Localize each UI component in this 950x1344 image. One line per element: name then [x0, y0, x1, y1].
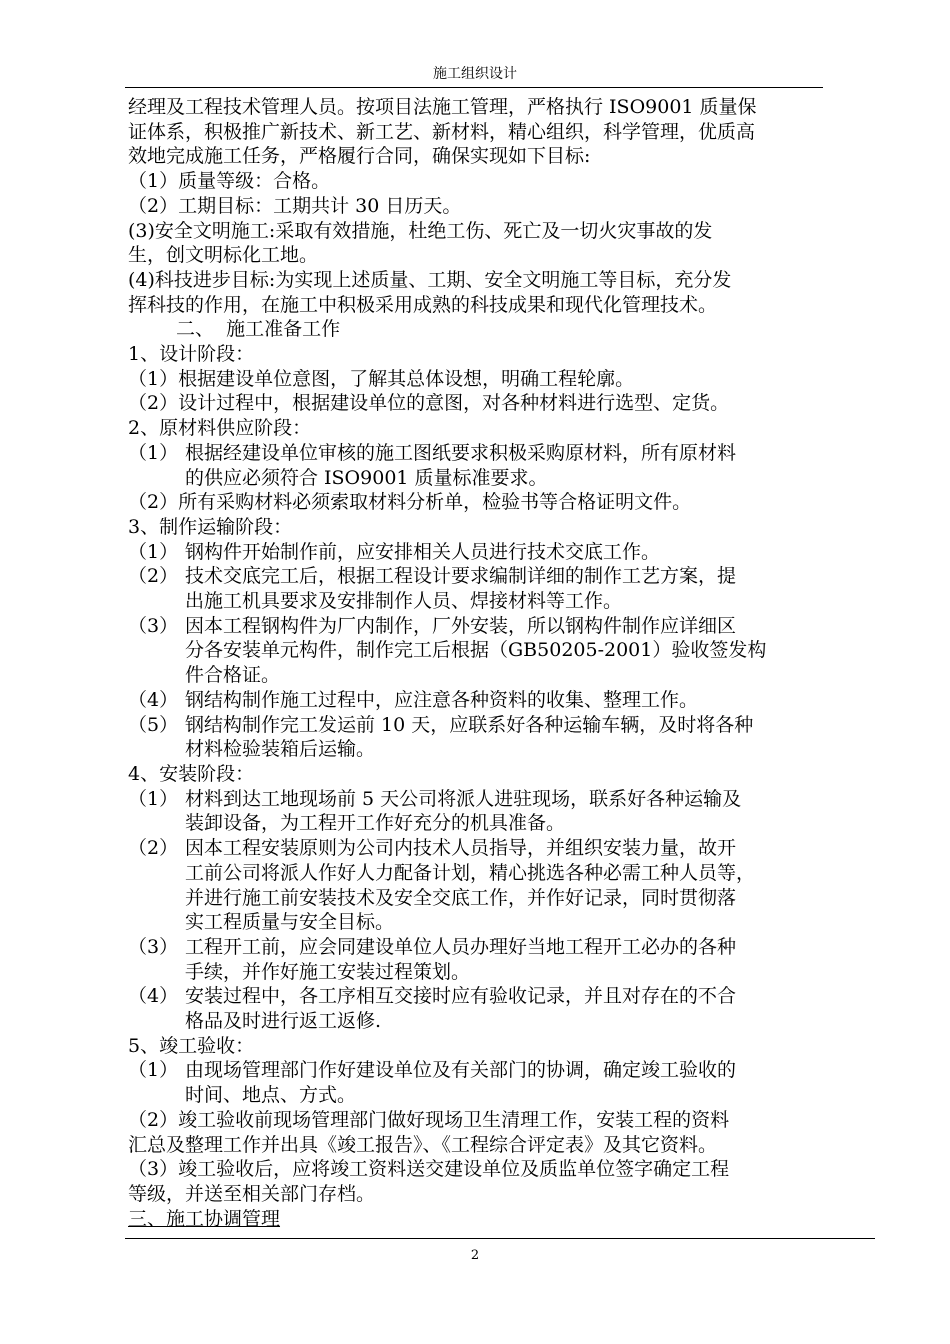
list-item-text: 因本工程钢构件为厂内制作，厂外安装，所以钢构件制作应详细区 分各安装单元构件，制作完工后根据（GB50205-2001）验收签发构 件合格证。 [185, 614, 767, 687]
list-item: （2）所有采购材料必须索取材料分析单，检验书等合格证明文件。 [128, 491, 692, 514]
list-item [128, 984, 828, 1033]
footer-rule [125, 1238, 875, 1239]
list-item [128, 1058, 828, 1107]
list-marker: （1） [128, 540, 179, 563]
stage-heading-fabrication: 3、制作运输阶段： [128, 515, 293, 538]
stage-heading-design: 1、设计阶段： [128, 343, 255, 366]
paragraph-line: 效地完成施工任务，严格履行合同，确保实现如下目标: [128, 145, 591, 168]
list-marker: （1） [128, 1059, 179, 1082]
list-item [128, 614, 828, 688]
list-item-text: 安装过程中，各工序相互交接时应有验收记录，并且对存在的不合 格品及时进行返工返修. [185, 985, 737, 1033]
list-marker: （4） [128, 688, 179, 711]
list-item-text: 钢结构制作完工发运前 10 天，应联系好各种运输车辆，及时将各种 材料检验装箱后运输。 [185, 713, 754, 761]
list-item-text: 钢结构制作施工过程中，应注意各种资料的收集、整理工作。 [185, 688, 699, 711]
list-marker: （2） [128, 565, 179, 588]
list-item-cont: 汇总及整理工作并出具《竣工报告》、《工程综合评定表》及其它资料。 [128, 1133, 718, 1156]
goal-safety-cont: 生，创文明标化工地。 [128, 244, 319, 267]
document-body [128, 95, 828, 1231]
list-item-text: 根据经建设单位审核的施工图纸要求积极采购原材料，所有原材料 的供应必须符合 ISO9001 质量标准要求。 [185, 441, 737, 489]
list-marker: （4） [128, 985, 179, 1008]
list-item: （2）竣工验收前现场管理部门做好现场卫生清理工作，安装工程的资料 [128, 1108, 730, 1131]
list-marker: （3） [128, 614, 179, 637]
list-item [128, 836, 828, 935]
list-marker: （3） [128, 935, 179, 958]
list-item: （2）设计过程中，根据建设单位的意图，对各种材料进行选型、定货。 [128, 392, 730, 415]
section-heading-3: 三、施工协调管理 [128, 1207, 281, 1230]
list-item [128, 688, 828, 713]
list-marker: （1） [128, 441, 179, 464]
list-marker: （1） [128, 787, 179, 810]
list-item-text: 因本工程安装原则为公司内技术人员指导，并组织安装力量，故开 工前公司将派人作好人力配备计划，精心挑选各种必需工种人员等， 并进行施工前安装技术及安全交底工作，并作好记录，同时贯彻落 实工程质量与安全目标。 [185, 837, 756, 934]
stage-heading-materials: 2、原材料供应阶段： [128, 417, 312, 440]
goal-safety: (3)安全文明施工:采取有效措施，杜绝工伤、死亡及一切火灾事故的发 [128, 219, 713, 242]
list-item [128, 540, 828, 565]
page-header: 施工组织设计 [433, 66, 517, 82]
goal-tech-cont: 挥科技的作用，在施工中积极采用成熟的科技成果和现代化管理技术。 [128, 293, 718, 316]
list-item [128, 935, 828, 984]
header-rule [125, 87, 823, 88]
list-item: （1）根据建设单位意图，了解其总体设想，明确工程轮廓。 [128, 367, 635, 390]
list-marker: （2） [128, 837, 179, 860]
goal-quality: （1）质量等级：合格。 [128, 170, 331, 193]
goal-tech: (4)科技进步目标:为实现上述质量、工期、安全文明施工等目标，充分发 [128, 268, 732, 291]
list-item-text: 钢构件开始制作前，应安排相关人员进行技术交底工作。 [185, 540, 661, 563]
stage-heading-acceptance: 5、竣工验收： [128, 1034, 255, 1057]
list-item-text: 由现场管理部门作好建设单位及有关部门的协调，确定竣工验收的 时间、地点、方式。 [185, 1059, 737, 1107]
list-item: （3）竣工验收后，应将竣工资料送交建设单位及质监单位签字确定工程 [128, 1158, 730, 1181]
paragraph-line: 经理及工程技术管理人员。按项目法施工管理，严格执行 ISO9001 质量保 [128, 96, 757, 118]
list-item-text: 工程开工前，应会同建设单位人员办理好当地工程开工必办的各种 手续，并作好施工安装过程策划。 [185, 935, 737, 983]
goal-schedule: （2）工期目标：工期共计 30 日历天。 [128, 194, 462, 217]
list-marker: （5） [128, 713, 179, 736]
list-item [128, 787, 828, 836]
paragraph-line: 证体系，积极推广新技术、新工艺、新材料，精心组织，科学管理，优质高 [128, 120, 756, 143]
section-heading-2: 二、 施工准备工作 [176, 318, 341, 341]
list-item [128, 564, 828, 613]
list-item [128, 441, 828, 490]
stage-heading-installation: 4、安装阶段： [128, 762, 255, 785]
page-number: 2 [470, 1248, 480, 1263]
list-item [128, 713, 828, 762]
list-item-cont: 等级，并送至相关部门存档。 [128, 1182, 376, 1205]
list-item-text: 材料到达工地现场前 5 天公司将派人进驻现场，联系好各种运输及 装卸设备，为工程开工作好充分的机具准备。 [185, 787, 742, 835]
list-item-text: 技术交底完工后，根据工程设计要求编制详细的制作工艺方案，提 出施工机具要求及安排制作人员、焊接材料等工作。 [185, 565, 737, 613]
